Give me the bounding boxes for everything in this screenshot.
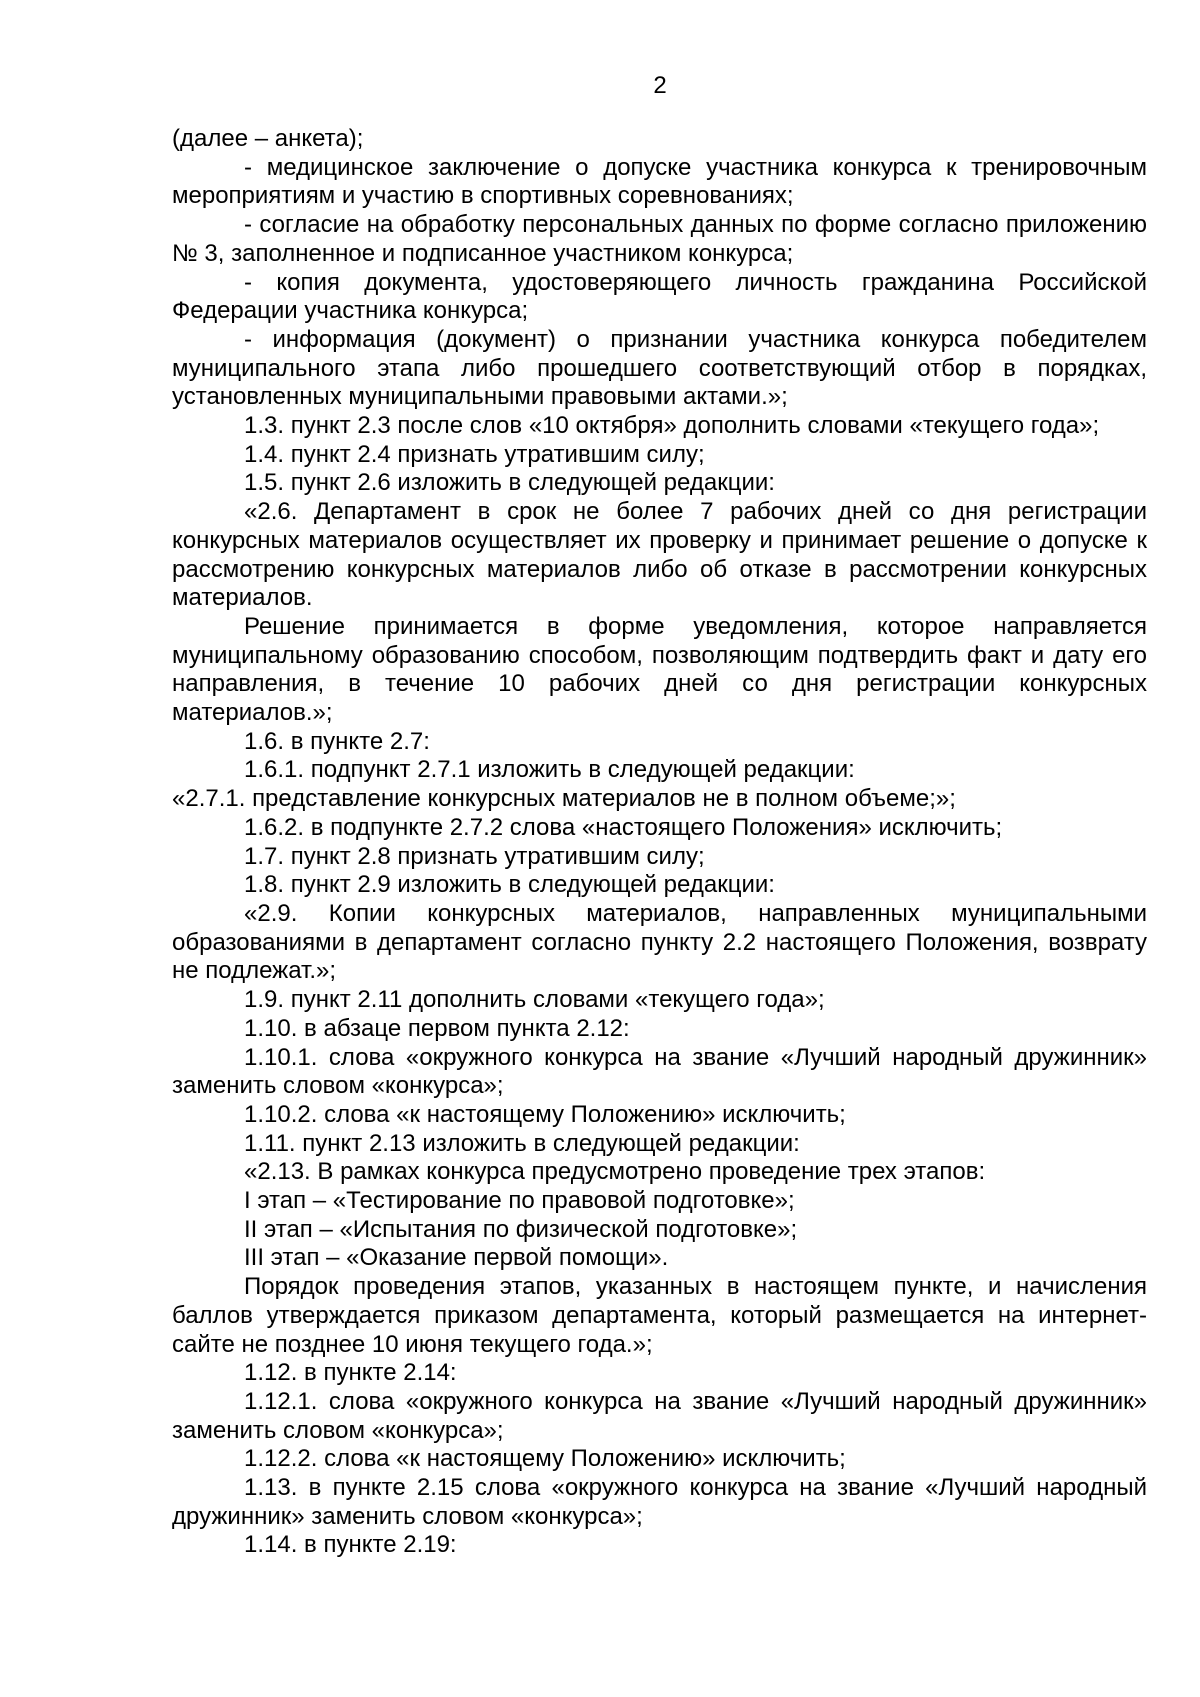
paragraph: 1.6.1. подпункт 2.7.1 изложить в следующей редакции:: [244, 756, 855, 784]
paragraph: - согласие на обработку персональных данных по форме согласно приложению № 3, заполненное и подписанное участником конкурса;: [172, 211, 1147, 267]
paragraph: (далее – анкета);: [172, 125, 364, 152]
paragraph: 1.6. в пункте 2.7:: [244, 727, 430, 755]
paragraph: Порядок проведения этапов, указанных в настоящем пункте, и начисления баллов утверждается приказом департамента, который размещается на интернет-сайте не позднее 10 июня текущего года.»;: [172, 1273, 1147, 1358]
paragraph: «2.9. Копии конкурсных материалов, направленных муниципальными образованиями в департамент согласно пункту 2.2 настоящего Положения, возврату не подлежат.»;: [172, 899, 1147, 985]
paragraph: «2.13. В рамках конкурса предусмотрено проведение трех этапов:: [244, 1158, 986, 1186]
paragraph: «2.7.1. представление конкурсных материалов не в полном объеме;»;: [172, 785, 956, 813]
paragraph: 1.6.2. в подпункте 2.7.2 слова «настоящего Положения» исключить;: [244, 813, 1003, 841]
paragraph: - медицинское заключение о допуске участника конкурса к тренировочным мероприятиям и участию в спортивных соревнованиях;: [172, 153, 1147, 210]
paragraph: 1.4. пункт 2.4 признать утратившим силу;: [244, 440, 705, 468]
paragraph: III этап – «Оказание первой помощи».: [244, 1244, 669, 1272]
document-body: [172, 125, 1147, 1560]
paragraph: Решение принимается в форме уведомления, которое направляется муниципальному образованию способом, позволяющим подтвердить факт и дату его направления, в течение 10 рабочих дней со дня регистрации конкурсных материалов.»;: [172, 612, 1147, 727]
paragraph: 1.5. пункт 2.6 изложить в следующей редакции:: [244, 469, 775, 497]
paragraph: 1.13. в пункте 2.15 слова «окружного конкурса на звание «Лучший народный дружинник» заменить словом «конкурса»;: [172, 1474, 1147, 1530]
paragraph: 1.9. пункт 2.11 дополнить словами «текущего года»;: [244, 986, 825, 1014]
paragraph: - копия документа, удостоверяющего личность гражданина Российской Федерации участника конкурса;: [172, 268, 1147, 325]
paragraph: 1.3. пункт 2.3 после слов «10 октября» дополнить словами «текущего года»;: [244, 412, 1100, 440]
paragraph: I этап – «Тестирование по правовой подготовке»;: [244, 1187, 795, 1215]
paragraph: «2.6. Департамент в срок не более 7 рабочих дней со дня регистрации конкурсных материалов осуществляет их проверку и принимает решение о допуске к рассмотрению конкурсных материалов либо об отказе в рассмотрении конкурсных материалов.: [172, 498, 1147, 612]
paragraph: 1.14. в пункте 2.19:: [244, 1531, 457, 1559]
paragraph: - информация (документ) о признании участника конкурса победителем муниципального этапа либо прошедшего соответствующий отбор в порядках, установленных муниципальными правовыми актами.»;: [172, 325, 1147, 411]
paragraph: 1.11. пункт 2.13 изложить в следующей редакции:: [244, 1129, 800, 1157]
paragraph: 1.12.1. слова «окружного конкурса на звание «Лучший народный дружинник» заменить словом «конкурса»;: [172, 1387, 1147, 1444]
paragraph: 1.7. пункт 2.8 признать утратившим силу;: [244, 842, 705, 870]
paragraph: II этап – «Испытания по физической подготовке»;: [244, 1215, 798, 1243]
paragraph: 1.8. пункт 2.9 изложить в следующей редакции:: [244, 871, 775, 899]
paragraph: 1.10.1. слова «окружного конкурса на звание «Лучший народный дружинник» заменить словом «конкурса»;: [172, 1043, 1147, 1100]
paragraph: 1.10.2. слова «к настоящему Положению» исключить;: [244, 1100, 846, 1128]
paragraph: 1.12. в пункте 2.14:: [244, 1359, 457, 1387]
page-number: 2: [653, 72, 667, 99]
paragraph: 1.12.2. слова «к настоящему Положению» исключить;: [244, 1445, 846, 1473]
paragraph: 1.10. в абзаце первом пункта 2.12:: [244, 1014, 630, 1042]
